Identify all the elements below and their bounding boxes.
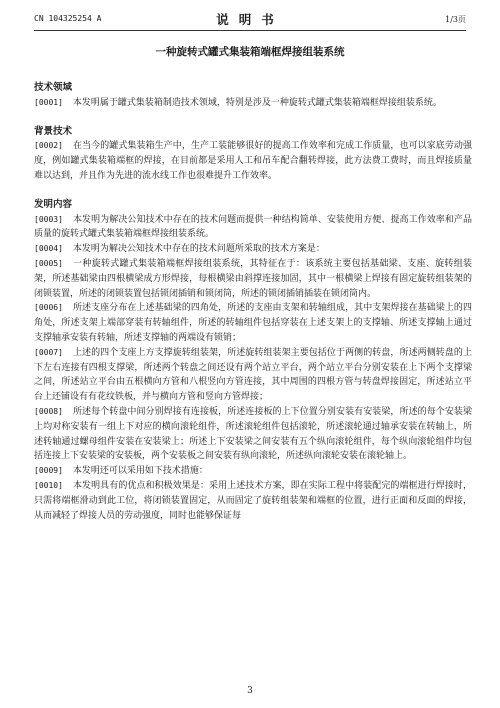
paragraph-number: [0007] — [34, 347, 63, 357]
paragraph — [34, 479, 472, 523]
document-title: 一种旋转式罐式集装箱端框焊接组装系统 — [155, 46, 345, 58]
paragraph-text: 所述支座分布在上述基础梁的四角处，所述的支座由支架和转轴组成，其中支架焊接在基础梁上的四角处，所述支架上端部穿装有转轴组件，所述的转轴组件包括穿装在上述支架上的支撑轴、所述支撑轴上通过支撑轴承安装有转轴，所述支撑轴的两端设有锁销； — [34, 303, 472, 343]
paragraph-number: [0001] — [34, 97, 63, 107]
paragraph-text: 本发明具有的优点和积极效果是：采用上述技术方案，即在实际工程中将装配完的端框进行焊接时，只需将端框滑动到此工位，将闭锁装置固定，从而固定了旋转组装架和端框的位置，进行正面和反面的焊接，从而减轻了焊接人员的劳动强度，同时也能够保证每 — [34, 480, 472, 521]
paragraph — [34, 257, 472, 301]
section-heading: 背景技术 — [34, 125, 73, 137]
paragraph — [34, 242, 472, 257]
paragraph — [34, 96, 472, 111]
document-body — [34, 81, 472, 523]
paragraph-text: 本发明为解决公知技术中存在的技术问题而提供一种结构简单、安装使用方便、提高工作效率和产品质量的旋转式罐式集装箱端框焊接组装系统。 — [34, 214, 472, 240]
paragraph-text: 在当今的罐式集装箱生产中，生产工装能够很好的提高工作效率和完成工作质量，也可以家底劳动强度，例如罐式集装箱端框的焊接，在目前都是采用人工和吊车配合翻转焊接，此方法费工费时，而且焊接质量难以达到，并且作为先进的流水线工作也很难提升工作效率。 — [34, 141, 472, 181]
paragraph-number: [0005] — [34, 258, 63, 268]
paragraph-text: 本发明属于罐式集装箱制造技术领域，特别是涉及一种旋转式罐式集装箱端框焊接组装系统。 — [72, 97, 442, 108]
paragraph-text: 所述每个转盘中间分别焊接有连接板，所述连接板的上下位置分别安装有安装梁，所述的每个安装梁上均对称安装有一组上下对应的横向滚轮组件，所述滚轮组件包括滚轮，所述滚轮通过轴承安装在转轴上，所述转轴通过螺母组件安装在安装梁上；所述上下安装梁之间安装有五个纵向滚轮组件，每个纵向滚轮组件均包括连接上下安装梁的安装板，两个安装板之间安装有纵向滚轮，所述纵向滚轮安装在滚轮轴上。 — [34, 406, 472, 462]
section-heading: 技术领域 — [34, 82, 73, 93]
page-header — [34, 10, 466, 30]
paragraph — [34, 346, 472, 405]
patent-number: CN 104325254 A — [34, 14, 102, 23]
paragraph-number: [0002] — [34, 141, 63, 151]
paragraph-text: 一种旋转式罐式集装箱端框焊接组装系统，其特征在于：该系统主要包括基础梁、支座、旋转组装架，所述基础梁由四根横梁成方形焊接，每根横梁由斜撑连接加固，其中一根横梁上焊接有固定旋转组装架的闭锁装置，所述的闭锁装置包括锁闭插销和锁闭筒，所述的锁闭插销插装在锁闭筒内。 — [34, 258, 472, 299]
paragraph-number: [0004] — [34, 244, 63, 254]
document-type: 说明书 — [216, 12, 284, 27]
paragraph — [34, 213, 472, 243]
paragraph-text: 上述的四个支座上方支撑旋转组装架，所述旋转组装架主要包括位于两侧的转盘，所述两侧转盘的上下左右连接有四根支撑梁，所述两个转盘之间还设有两个站立平台，两个站立平台分别安装在上下两个支撑梁之间，所述站立平台由五根横向方管和八根竖向方管连接，其中周围的四根方管与转盘焊接固定，所述站立平台上还铺设有有花纹铁板，并与横向方管和竖向方管焊接； — [34, 347, 472, 403]
paragraph — [34, 301, 472, 345]
paragraph — [34, 464, 472, 479]
paragraph-text: 本发明为解决公知技术中存在的技术问题所采取的技术方案是： — [72, 244, 325, 255]
paragraph-number: [0008] — [34, 406, 63, 416]
paragraph-number: [0010] — [34, 480, 63, 490]
paragraph-text: 本发明还可以采用如下技术措施： — [72, 466, 208, 477]
paragraph-number: [0006] — [34, 303, 63, 313]
section-heading: 发明内容 — [34, 198, 73, 210]
paragraph-number: [0003] — [34, 214, 63, 224]
paragraph-number: [0009] — [34, 466, 63, 476]
page-number: 3 — [247, 686, 253, 696]
paragraph — [34, 139, 472, 183]
paragraph — [34, 405, 472, 464]
page-indicator: 1/3页 — [445, 15, 466, 24]
header-divider — [34, 30, 466, 31]
